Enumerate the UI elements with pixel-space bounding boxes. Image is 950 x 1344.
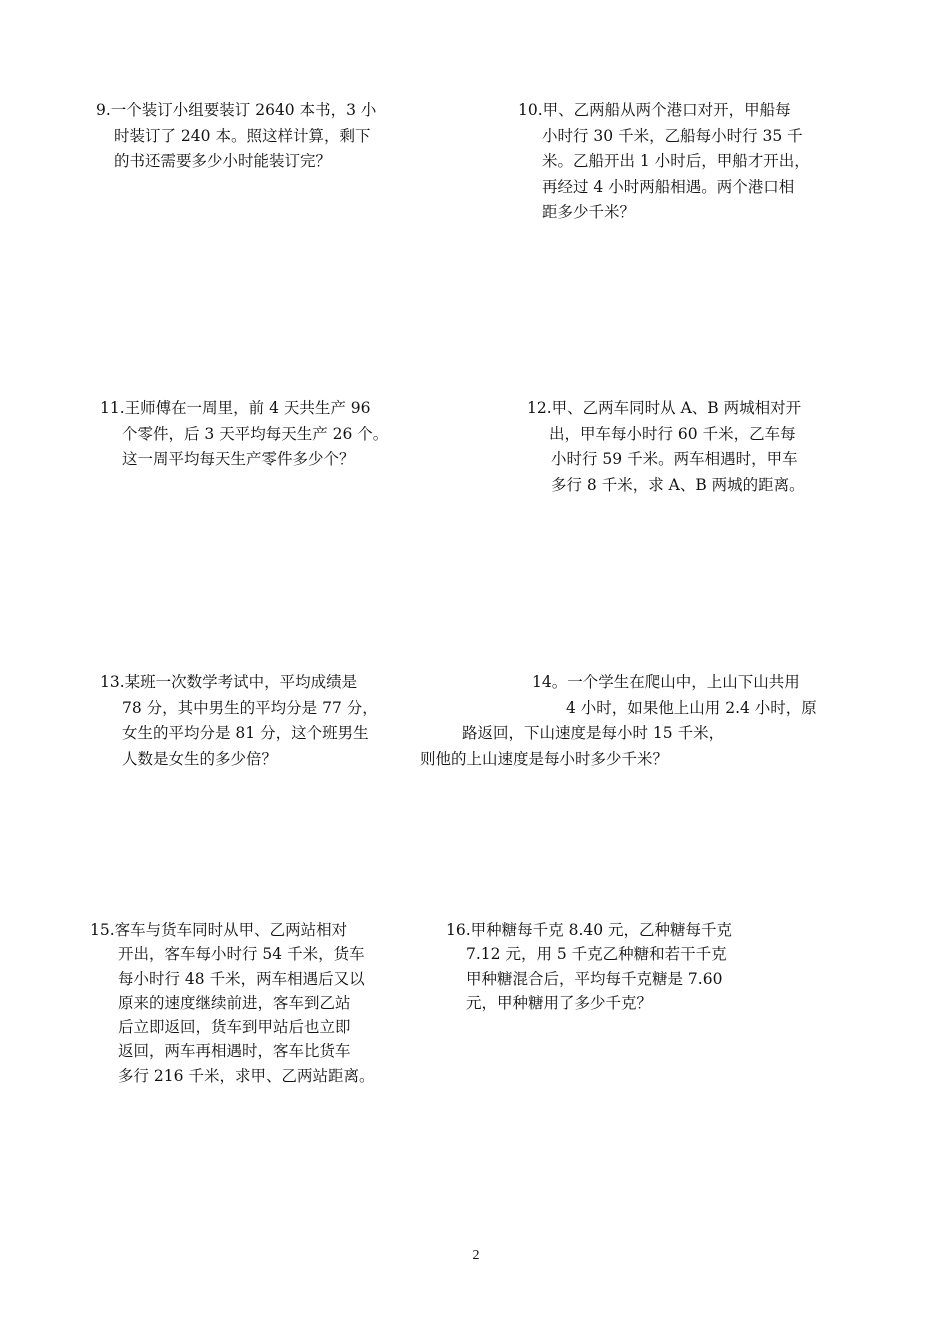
problem-16-line-4: 元，甲种糖用了多少千克？ — [466, 993, 653, 1012]
problem-15-line-3: 每小时行 48 千米，两车相遇后又以 — [118, 969, 365, 988]
problem-13-line-3: 女生的平均分是 81 分，这个班男生 — [122, 724, 369, 742]
problem-12-line-2: 出，甲车每小时行 60 千米，乙车每 — [549, 424, 796, 443]
problem-15-line-5: 后立即返回，货车到甲站后也立即 — [118, 1018, 351, 1037]
problem-10-line-2: 小时行 30 千米，乙船每小时行 35 千 — [542, 126, 803, 145]
problem-11-line-1: 11.王师傅在一周里，前 4 天共生产 96 — [100, 399, 371, 417]
problem-9-line-3: 的书还需要多少小时能装订完？ — [114, 152, 332, 170]
problem-9-line-2: 时装订了 240 本。照这样计算，剩下 — [114, 126, 371, 145]
problem-12-line-4: 多行 8 千米，求 A、B 两城的距离。 — [551, 475, 805, 494]
problem-9-line-1: 9.一个装订小组要装订 2640 本书，3 小 — [96, 101, 377, 119]
problem-15 — [90, 918, 374, 1088]
problem-12 — [527, 396, 805, 498]
problem-13 — [100, 670, 378, 772]
problem-16-line-2: 7.12 元，用 5 千克乙种糖和若干千克 — [466, 945, 727, 964]
problem-13-line-2: 78 分，其中男生的平均分是 77 分， — [122, 698, 378, 717]
problem-16-line-1: 16.甲种糖每千克 8.40 元，乙种糖每千克 — [446, 921, 733, 939]
problem-15-line-6: 返回，两车再相遇时，客车比货车 — [118, 1042, 351, 1061]
problem-14 — [420, 670, 817, 772]
problem-10-line-1: 10.甲、乙两船从两个港口对开，甲船每 — [518, 101, 791, 119]
problem-16 — [446, 918, 732, 1015]
problem-11-line-3: 这一周平均每天生产零件多少个？ — [122, 450, 355, 468]
problem-11-line-2: 个零件，后 3 天平均每天生产 26 个。 — [122, 424, 389, 443]
problem-10-line-5: 距多少千米？ — [542, 203, 636, 221]
page-number: 2 — [472, 1248, 480, 1263]
problem-14-line-1: 14。一个学生在爬山中，上山下山共用 — [532, 673, 800, 691]
problem-10-line-3: 米。乙船开出 1 小时后，甲船才开出， — [542, 152, 810, 170]
problem-13-line-4: 人数是女生的多少倍？ — [122, 749, 278, 768]
problem-15-line-1: 15.客车与货车同时从甲、乙两站相对 — [90, 921, 348, 939]
problem-15-line-4: 原来的速度继续前进，客车到乙站 — [118, 993, 351, 1012]
problem-14-line-3: 路返回，下山速度是每小时 15 千米， — [462, 724, 725, 742]
problem-14-line-2: 4 小时，如果他上山用 2.4 小时，原 — [566, 698, 817, 717]
problem-10 — [518, 98, 810, 226]
problem-15-line-7: 多行 216 千米，求甲、乙两站距离。 — [118, 1066, 375, 1085]
problem-13-line-1: 13.某班一次数学考试中，平均成绩是 — [100, 673, 358, 691]
problem-15-line-2: 开出，客车每小时行 54 千米，货车 — [118, 945, 365, 964]
problem-14-line-4: 则他的上山速度是每小时多少千米？ — [420, 749, 669, 768]
problem-16-line-3: 甲种糖混合后，平均每千克糖是 7.60 — [466, 969, 723, 988]
problem-9 — [96, 98, 376, 175]
problem-11 — [100, 396, 388, 473]
problem-12-line-1: 12.甲、乙两车同时从 A、B 两城相对开 — [527, 399, 802, 417]
problem-10-line-4: 再经过 4 小时两船相遇。两个港口相 — [542, 177, 795, 196]
problem-12-line-3: 小时行 59 千米。两车相遇时，甲车 — [551, 450, 798, 468]
